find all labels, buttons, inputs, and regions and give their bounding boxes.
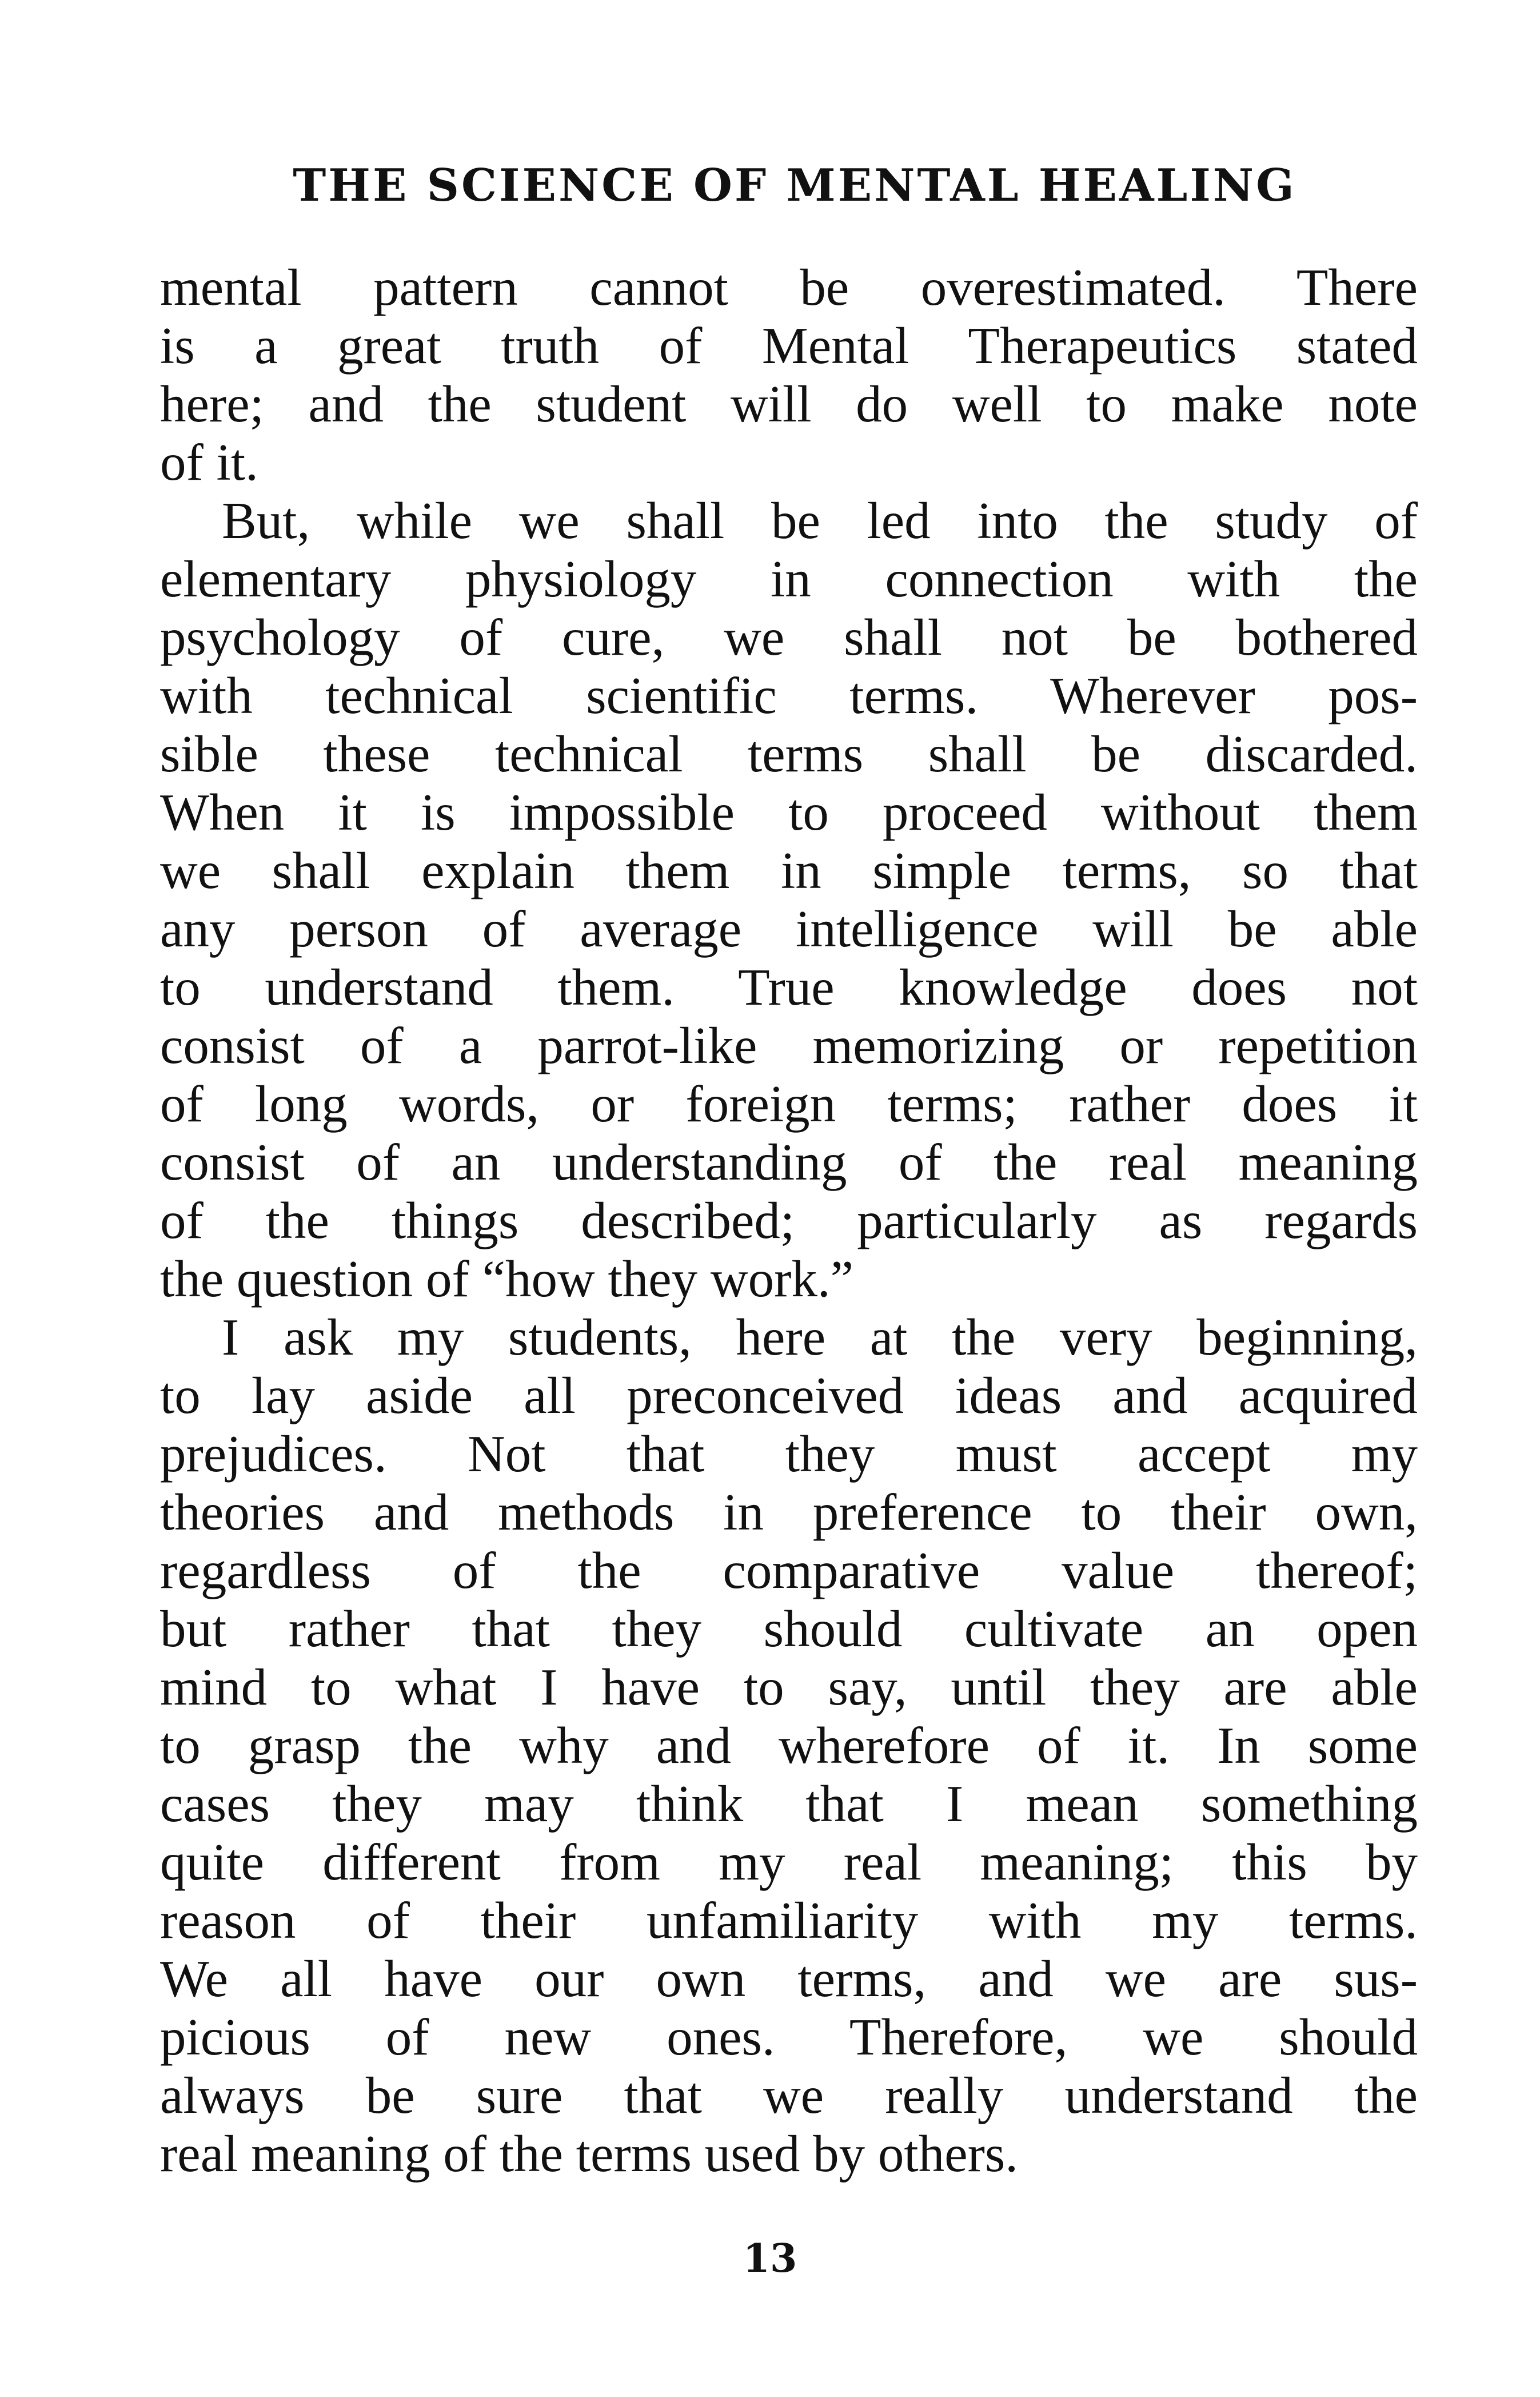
text-line: But, while we shall be led into the study of (222, 492, 1418, 550)
running-head: THE SCIENCE OF MENTAL HEALING (293, 160, 1296, 212)
text-line: always be sure that we really understand the (160, 2066, 1418, 2124)
text-line: is a great truth of Mental Therapeutics stated (160, 317, 1418, 375)
text-line: any person of average intelligence will be able (160, 900, 1418, 958)
text-line: of the things described; particularly as regards (160, 1192, 1418, 1249)
text-line: to grasp the why and wherefore of it. In some (160, 1717, 1418, 1774)
text-line: to lay aside all preconceived ideas and acquired (160, 1367, 1418, 1424)
text-line: picious of new ones. Therefore, we should (160, 2008, 1418, 2066)
body-text (160, 258, 1418, 2214)
text-line: of long words, or foreign terms; rather does it (160, 1075, 1418, 1133)
text-line: to understand them. True knowledge does not (160, 958, 1418, 1016)
page-number: 13 (743, 2236, 797, 2281)
text-line: here; and the student will do well to make note (160, 375, 1418, 433)
text-line: We all have our own terms, and we are sus- (160, 1950, 1418, 2008)
text-line: I ask my students, here at the very beginning, (222, 1308, 1418, 1366)
text-line: cases they may think that I mean something (160, 1775, 1418, 1833)
text-line: but rather that they should cultivate an open (160, 1600, 1418, 1658)
text-line: sible these technical terms shall be discarded. (160, 725, 1418, 783)
text-line: the question of “how they work.” (160, 1250, 854, 1308)
text-line: prejudices. Not that they must accept my (160, 1425, 1418, 1483)
text-line: consist of an understanding of the real meaning (160, 1133, 1418, 1191)
text-line: psychology of cure, we shall not be bothered (160, 608, 1418, 666)
text-line: we shall explain them in simple terms, so that (160, 842, 1418, 899)
text-line: reason of their unfamiliarity with my terms. (160, 1892, 1418, 1949)
text-line: consist of a parrot-like memorizing or repetition (160, 1017, 1418, 1074)
text-line: of it. (160, 433, 258, 491)
text-line: with technical scientific terms. Wherever pos- (160, 667, 1418, 724)
text-line: mind to what I have to say, until they are able (160, 1658, 1418, 1716)
text-line: mental pattern cannot be overestimated. There (160, 258, 1418, 316)
text-line: elementary physiology in connection with the (160, 550, 1418, 608)
text-line: real meaning of the terms used by others. (160, 2125, 1019, 2183)
text-line: quite different from my real meaning; this by (160, 1833, 1418, 1891)
text-line: When it is impossible to proceed without them (160, 783, 1418, 841)
text-line: theories and methods in preference to their own, (160, 1483, 1418, 1541)
text-line: regardless of the comparative value thereof; (160, 1542, 1418, 1599)
